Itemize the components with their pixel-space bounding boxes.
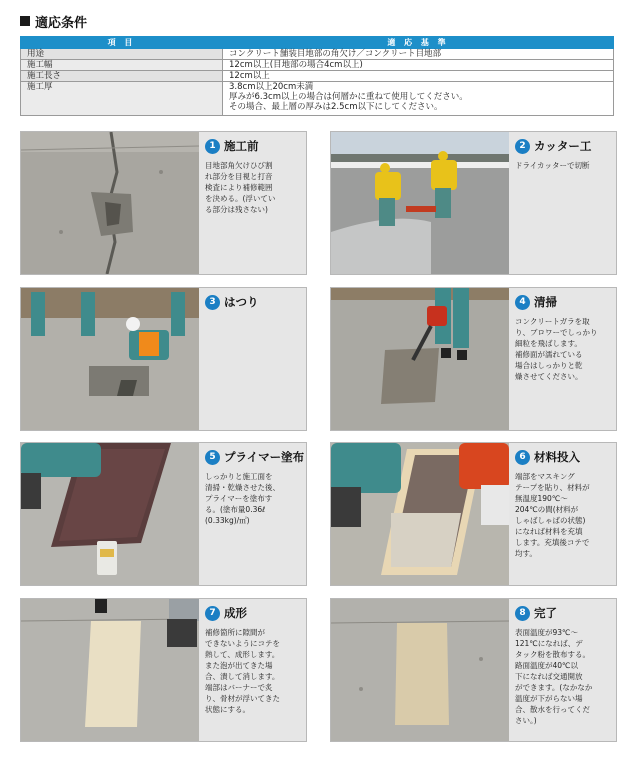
step-number-badge: 7 (205, 606, 220, 621)
step-5-card (20, 442, 307, 586)
step-description: 端部をマスキング テープを貼り、材料が 無温度190℃～ 204℃の間(材料が しゃばしゃばの状態) になれば材料を充填 します。充填後コテで 均す。 (515, 472, 590, 558)
step-3-photo (21, 288, 199, 430)
step-4-info (509, 288, 616, 430)
step-description: しっかりと施工面を 清掃・乾燥させた後、 プライマーを塗布す る。(塗布量0.36ℓ (0.33kg)/㎡) (205, 472, 280, 525)
table-row (21, 71, 614, 82)
step-number-badge: 3 (205, 295, 220, 310)
row-value: 3.8cm以上20cm未満 厚みが6.3cm以上の場合は何層かに重ねて使用してください。 その場合、最上層の厚みは2.5cm以下にしてください。 (223, 82, 614, 116)
step-2-card (330, 131, 617, 275)
step-4-photo (331, 288, 509, 430)
row-key: 用途 (21, 49, 223, 60)
step-number-badge: 5 (205, 450, 220, 465)
header-standard: 適 応 基 準 (223, 37, 614, 49)
step-7-info (199, 599, 306, 741)
step-3-info (199, 288, 306, 430)
step-4-card (330, 287, 617, 431)
step-description: 目地部角欠けひび割 れ部分を目視と打音 検査により補修範囲 を決める。(浮いてい る部分は残さない) (205, 161, 276, 214)
step-title: 成形 (224, 606, 247, 620)
square-bullet-icon (20, 16, 30, 26)
step-6-card (330, 442, 617, 586)
step-title: カッター工 (534, 139, 592, 153)
step-title: 清掃 (534, 295, 557, 309)
step-2-photo (331, 132, 509, 274)
step-7-card (20, 598, 307, 742)
step-description: 表面温度が93℃～ 121℃になれば、デ タック粉を散布する。 路面温度が40℃以 下になれば交通開放 ができます。(なかなか 温度が下がらない場 合、散水を行ってくだ さい。) (515, 628, 593, 725)
table-header-row (21, 37, 614, 49)
step-title: 完了 (534, 606, 557, 620)
section-title: 適応条件 (35, 15, 88, 31)
step-8-card (330, 598, 617, 742)
step-description: 補修箇所に隙間が できないようにコテを 熱して、成形します。 また泡が出てきた場 合、潰して消します。 端部はバーナーで炙 り、骨材が浮いてきた 状態にする。 (205, 628, 280, 714)
row-key: 施工長さ (21, 71, 223, 82)
step-5-info (199, 443, 306, 585)
step-description: ドライカッターで切断 (515, 161, 590, 170)
table-row (21, 60, 614, 71)
step-3-card (20, 287, 307, 431)
step-1-photo (21, 132, 199, 274)
conditions-table (20, 36, 614, 116)
step-title: 材料投入 (534, 450, 580, 464)
step-8-info (509, 599, 616, 741)
row-key: 施工厚 (21, 82, 223, 116)
header-item: 項 目 (21, 37, 223, 49)
step-6-photo (331, 443, 509, 585)
row-value: 12cm以上 (223, 71, 614, 82)
step-title: 施工前 (224, 139, 259, 153)
table-row (21, 82, 614, 116)
step-title: はつり (224, 295, 259, 309)
step-7-photo (21, 599, 199, 741)
step-6-info (509, 443, 616, 585)
step-number-badge: 1 (205, 139, 220, 154)
step-number-badge: 2 (515, 139, 530, 154)
row-key: 施工幅 (21, 60, 223, 71)
step-1-card (20, 131, 307, 275)
step-number-badge: 4 (515, 295, 530, 310)
step-title: プライマー塗布 (224, 450, 305, 464)
step-number-badge: 8 (515, 606, 530, 621)
step-description: コンクリートガラを取 り、ブロワーでしっかり 細粒を飛ばします。 補修面が濡れている 場合はしっかりと乾 燥させてください。 (515, 317, 598, 381)
table-row (21, 49, 614, 60)
section-heading (20, 12, 87, 30)
step-1-info (199, 132, 306, 274)
step-8-photo (331, 599, 509, 741)
step-5-photo (21, 443, 199, 585)
step-number-badge: 6 (515, 450, 530, 465)
row-value: コンクリート舗装目地部の角欠け／コンクリート目地部 (223, 49, 614, 60)
step-2-info (509, 132, 616, 274)
row-value: 12cm以上(目地部の場合4cm以上) (223, 60, 614, 71)
